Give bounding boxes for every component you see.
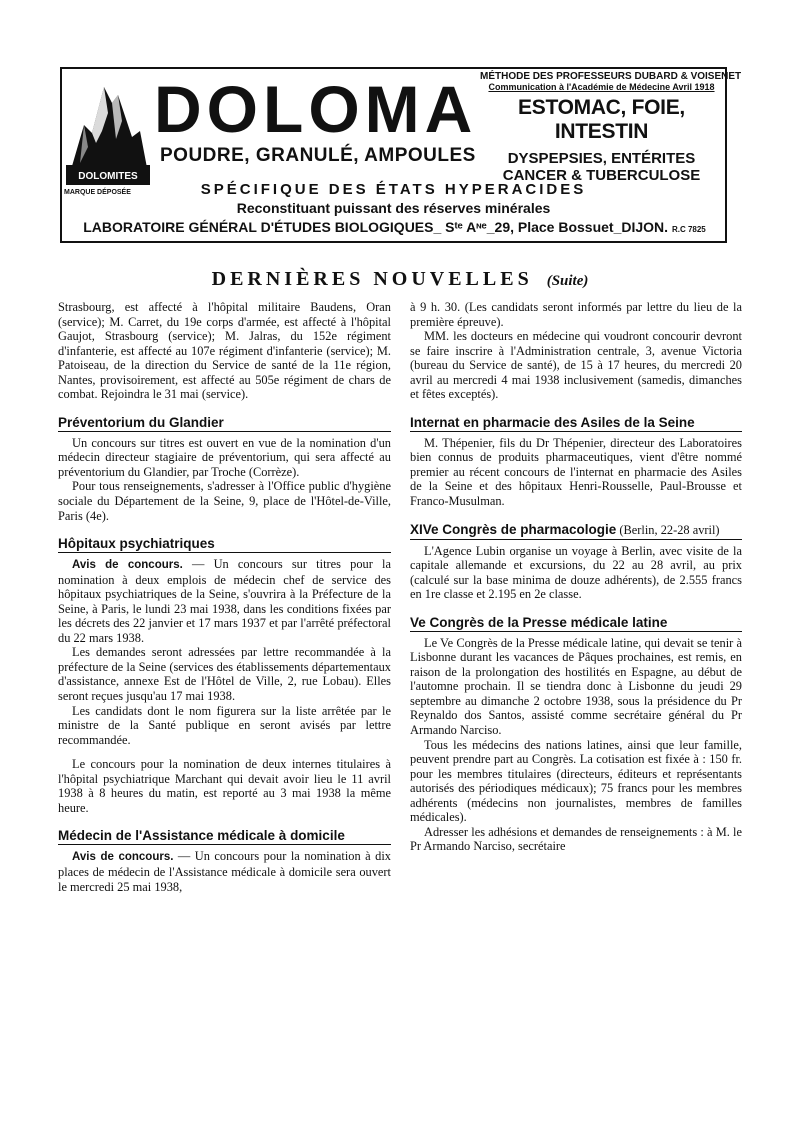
latin-press-paragraph-2: Tous les médecins des nations latines, ainsi que leur famille, peuvent prendre part au Congrès. La cotisation est fixée à : 150 fr. pour les membres titulaires (directeurs, éditeurs et représentants autorisés des périodiques médicaux); 75 francs pour les membres adhérents (médecins non journalistes, membres de familles médicales). [410, 737, 742, 825]
specific-line: SPÉCIFIQUE DES ÉTATS HYPERACIDES [200, 181, 587, 198]
psychiatric-paragraph-1-text: — Un concours sur titres pour la nomination à deux emplois de médecin chef de service des hôpitaux psychiatriques de la Seine, s'ouvrira à la Préfecture de la Seine, à Paris, le lundi 23 mai 1938, dans les conditions fixées par les décrets des 22 janvier et 17 mars 1937 et par l'arrêté préfectoral du 22 mars 1938. [58, 557, 391, 645]
right-intro-paragraph-1: à 9 h. 30. (Les candidats seront informés par lettre du lieu de la première épreuve). [410, 300, 742, 329]
latin-press-paragraph-1: Le Ve Congrès de la Presse médicale latine, qui devait se tenir à Lisbonne durant les vacances de Pâques prochaines, est remis, en raison de la prolongation des hostilités en Espagne, au début de l'automne prochain. Il se tiendra donc à Lisbonne du jeudi 29 septembre au dimanche 2 octobre 1938, sous la présidence du Pr Reynaldo dos Santos, assisté comme secrétaire général du Pr Armando Narciso. [410, 635, 742, 738]
psychiatric-paragraph-4: Le concours pour la nomination de deux internes titulaires à l'hôpital psychiatrique Marchant qui devait avoir lieu le 11 avril 1938 à 8 heures du matin, est reporté au 3 mai 1938 la même heure. [58, 757, 391, 815]
section-heading-home-medical-assistance: Médecin de l'Assistance médicale à domicile [58, 827, 391, 845]
brand-name: DOLOMA [154, 72, 478, 146]
right-intro-paragraph-2: MM. les docteurs en médecine qui voudront concourir devront se faire inscrire à l'Administration centrale, 3, avenue Victoria (bureau du Service de santé), de 15 à 17 heures, du mercredi 20 avril au mercredi 4 mai 1938 inclusivement (samedis, dimanches et fêtes exceptés). [410, 329, 742, 402]
section-heading-psychiatric-hospitals: Hôpitaux psychiatriques [58, 535, 391, 553]
laboratory-address: LABORATOIRE GÉNÉRAL D'ÉTUDES BIOLOGIQUES_ Sᵗᵉ Aᶰᵉ_29, Place Bossuet_DIJON. [83, 219, 669, 235]
preventorium-paragraph-2: Pour tous renseignements, s'adresser à l'Office public d'hygiène sociale du Département de la Seine, 9, place de l'Hôtel-de-Ville, Paris (4e). [58, 479, 391, 523]
notice-lead: Avis de concours. [72, 559, 183, 572]
psychiatric-paragraph-2: Les demandes seront adressées par lettre recommandée à la préfecture de la Seine (services des établissements départementaux d'assistance, annexe Est de l'Hôtel de Ville, 2, rue Lobau). Elles seront reçues jusqu'au 17 mai 1938. [58, 645, 391, 704]
mountain-icon [66, 73, 150, 189]
page-title [0, 268, 800, 291]
page-title-suffix: (Suite) [546, 273, 589, 289]
reconstituant-line: Reconstituant puissant des réserves minérales [236, 200, 551, 216]
psychiatric-paragraph-3: Les candidats dont le nom figurera sur la liste arrêtée par le ministre de la Santé publique en seront avisés par lettre recommandée. [58, 703, 391, 747]
trademark-note: MARQUE DÉPOSÉE [64, 189, 131, 196]
laboratory-line [68, 219, 721, 235]
mountain-logo [66, 73, 150, 183]
communication-line: Communication à l'Académie de Médecine Avril 1918 [488, 82, 715, 92]
left-intro-paragraph: Strasbourg, est affecté à l'hôpital militaire Baudens, Oran (service); M. Carret, du 19e corps d'armée, est affecté à l'hôpital Gaujot, Strasbourg (service); M. Jalras, du 152e régiment d'infanterie, est affecté au 107e régiment d'infanterie (service); M. Patoiseau, de la direction du Service de santé de la 11e région, Nantes, provisoirement, est affecté au 505e régiment de chars de combat. Rejoindra le 31 mai (service). [58, 300, 391, 402]
home-assistance-paragraph-1-text: — Un concours pour la nomination à dix places de médecin de l'Assistance médicale à domicile sera ouvert le mercredi 25 mai 1938, [58, 849, 391, 894]
pharmacology-congress-dates: (Berlin, 22-28 avril) [616, 522, 720, 537]
section-heading-pharmacy-internship: Internat en pharmacie des Asiles de la Seine [410, 414, 742, 432]
pharmacy-internship-paragraph: M. Thépenier, fils du Dr Thépenier, directeur des Laboratoires bien connus de produits pharmaceutiques, vient d'être nommé premier au récent concours de l'internat en pharmacie des Asiles de la Seine et des hôpitaux Henri-Rousselle, Paul-Brousse et Franco-Musulman. [410, 435, 742, 509]
notice-lead: Avis de concours. [72, 851, 174, 864]
doloma-advertisement [60, 67, 742, 243]
diseases-line-2: CANCER & TUBERCULOSE [502, 167, 701, 184]
registry-number: R.C 7825 [671, 225, 706, 234]
section-heading-latin-medical-press: Ve Congrès de la Presse médicale latine [410, 614, 742, 632]
section-heading-pharmacology-congress [410, 521, 742, 540]
home-assistance-paragraph-1 [58, 849, 391, 894]
logo-label: DOLOMITES [78, 171, 138, 182]
method-line: MÉTHODE DES PROFESSEURS DUBARD & VOISENET [480, 71, 742, 82]
pharmacology-congress-title: XIVe Congrès de pharmacologie [410, 521, 617, 537]
latin-press-paragraph-3: Adresser les adhésions et demandes de renseignements : à M. le Pr Armando Narciso, secrétaire [410, 824, 742, 854]
section-heading-preventorium: Préventorium du Glandier [58, 414, 391, 432]
diseases-line-1: DYSPEPSIES, ENTÉRITES [507, 150, 696, 167]
left-column [58, 300, 391, 894]
indications-block [480, 71, 742, 184]
pharmacology-congress-paragraph: L'Agence Lubin organise un voyage à Berlin, avec visite de la capitale allemande et excursions, du 22 au 28 avril, au prix (calculé sur la base minima de douze adhérents), de 2.555 francs en 1re classe et 2.195 en 2e classe. [410, 543, 742, 602]
right-column [410, 300, 742, 854]
preventorium-paragraph-1: Un concours sur titres est ouvert en vue de la nomination d'un médecin directeur stagiaire de préventorium, qui sera affecté au préventorium du Glandier, par Troche (Corrèze). [58, 435, 391, 479]
psychiatric-paragraph-1 [58, 557, 391, 645]
page-title-text: DERNIÈRES NOUVELLES [211, 268, 533, 290]
product-forms: POUDRE, GRANULÉ, AMPOULES [160, 145, 476, 166]
organs-line: ESTOMAC, FOIE, INTESTIN [518, 96, 685, 143]
